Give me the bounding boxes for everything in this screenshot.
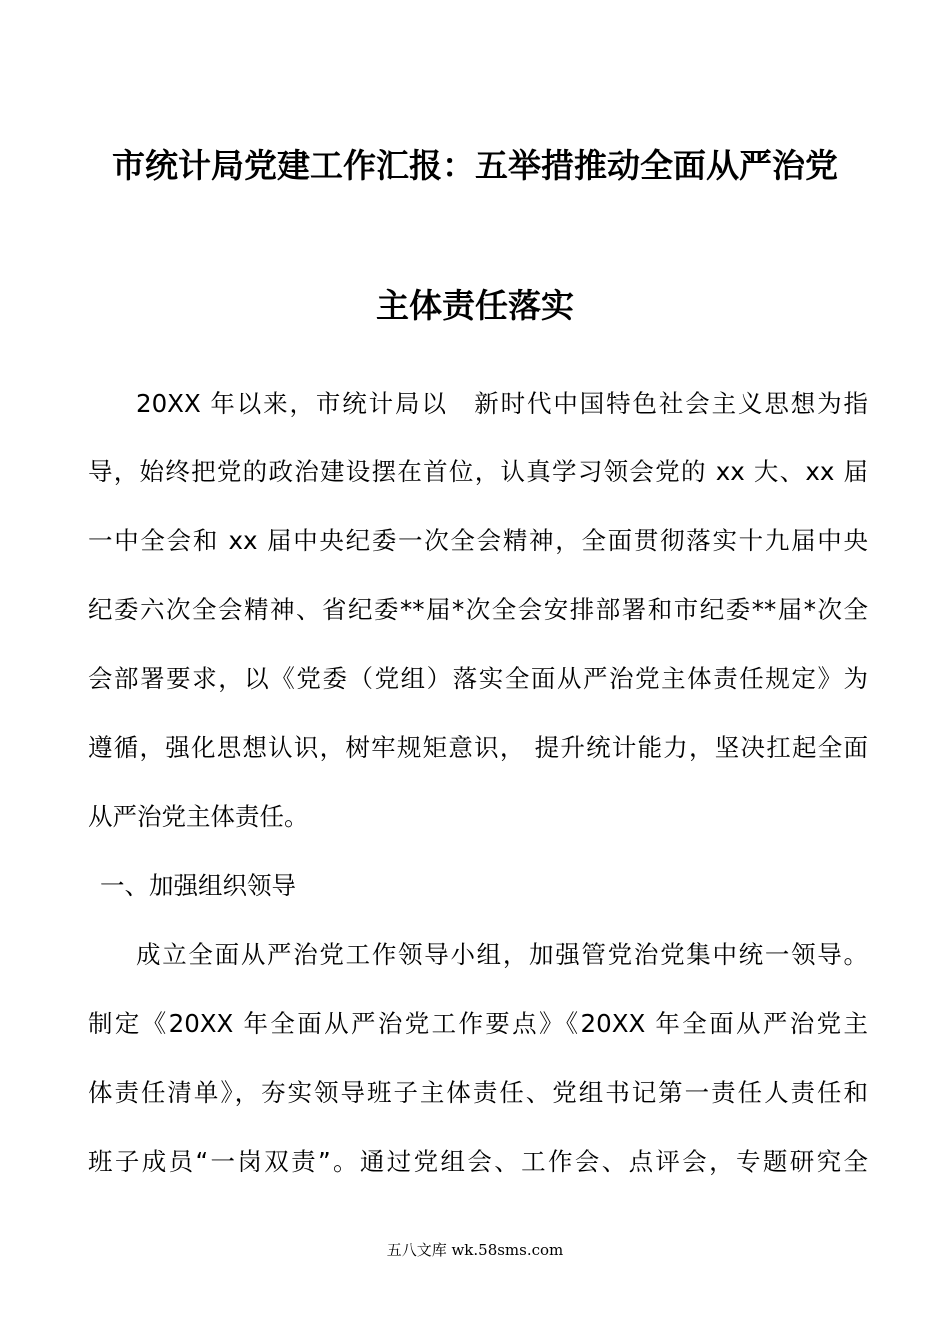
paragraph-2-line-3: 体责任清单》，夯实领导班子主体责任、党组书记第一责任人责任和 — [88, 1078, 868, 1107]
paragraph-1-line-3: 一中全会和 xx 届中央纪委一次全会精神，全面贯彻落实十九届中央 — [88, 526, 868, 555]
paragraph-1-line-4: 纪委六次全会精神、省纪委**届*次全会安排部署和市纪委**届*次全 — [88, 595, 868, 624]
footer-watermark: 五八文库 wk.58sms.com — [386, 1241, 564, 1259]
section-heading-1: 一、加强组织领导 — [100, 871, 296, 900]
document-title-line-1: 市统计局党建工作汇报：五举措推动全面从严治党 — [112, 146, 838, 185]
paragraph-2-line-4: 班子成员“一岗双责”。通过党组会、工作会、点评会，专题研究全 — [88, 1147, 868, 1176]
document-title-line-2: 主体责任落实 — [376, 286, 574, 325]
paragraph-1-line-6: 遵循，强化思想认识，树牢规矩意识， 提升统计能力，坚决扛起全面 — [88, 733, 868, 762]
paragraph-2-line-2: 制定《20XX 年全面从严治党工作要点》《20XX 年全面从严治党主 — [88, 1009, 868, 1038]
paragraph-1-line-5: 会部署要求，以《党委（党组）落实全面从严治党主体责任规定》为 — [88, 664, 868, 693]
paragraph-1-line-2: 导，始终把党的政治建设摆在首位，认真学习领会党的 xx 大、xx 届 — [88, 457, 868, 486]
paragraph-1-line-1: 20XX 年以来，市统计局以 新时代中国特色社会主义思想为指 — [136, 389, 868, 418]
paragraph-1-line-7: 从严治党主体责任。 — [88, 802, 309, 831]
paragraph-2-line-1: 成立全面从严治党工作领导小组，加强管党治党集中统一领导。 — [136, 940, 868, 969]
